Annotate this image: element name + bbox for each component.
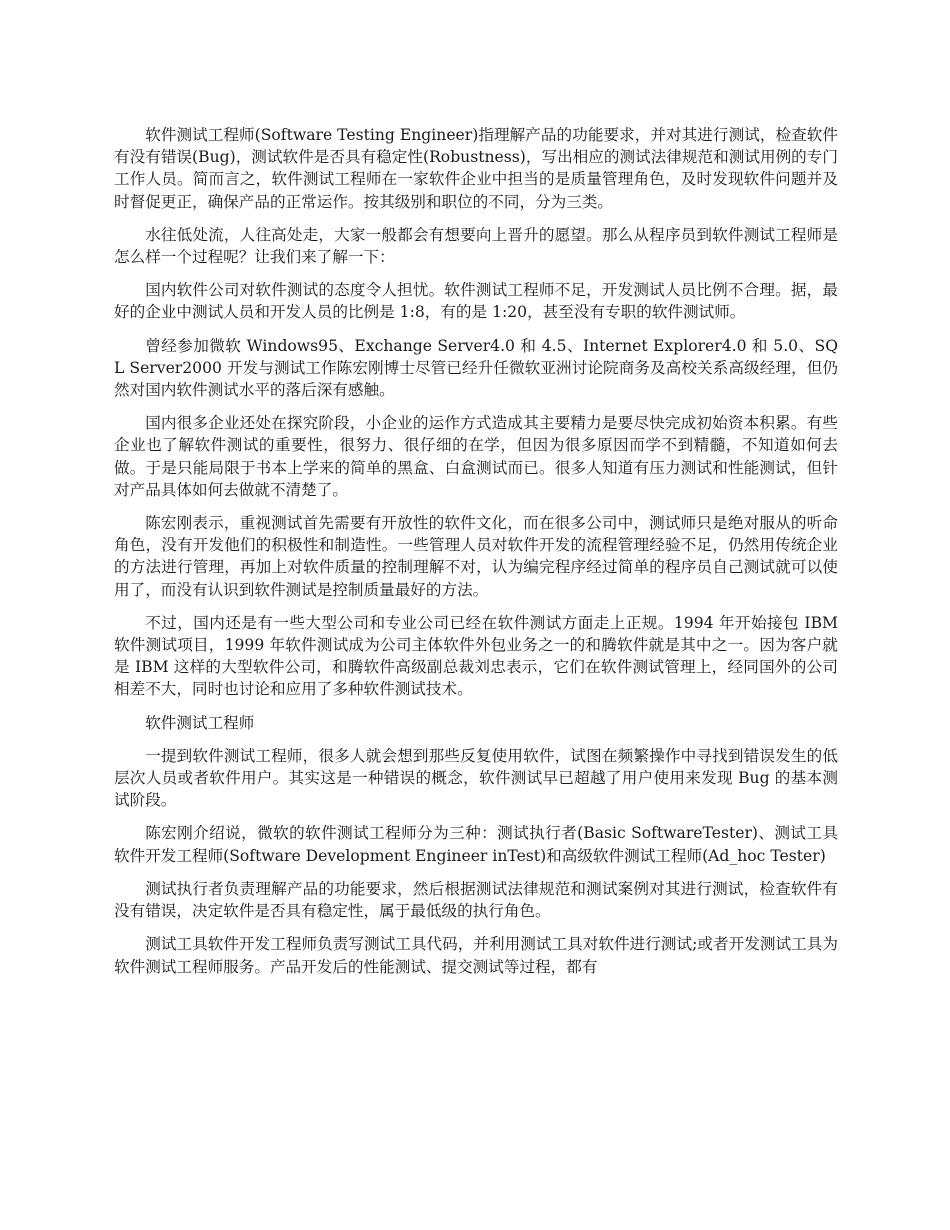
- document-page: [114, 124, 838, 989]
- section-heading: 软件测试工程师: [145, 713, 255, 732]
- paragraph-three-types: 陈宏刚介绍说，微软的软件测试工程师分为三种：测试执行者(Basic SoftwareTester)、测试工具软件开发工程师(Software Development Engineer inTest)和高级软件测试工程师(Ad_hoc Tester): [114, 824, 838, 865]
- paragraph-formal-companies: 不过，国内还是有一些大型公司和专业公司已经在软件测试方面走上正规。1994 年开始接包 IBM 软件测试项目，1999 年软件测试成为公司主体软件外包业务之一的和腾软件就是其中之一。因为客户就是 IBM 这样的大型软件公司，和腾软件高级副总裁刘忠表示，它们在软件测试管理上，经同国外的公司相差不大，同时也讨论和应用了多种软件测试技术。: [114, 613, 838, 699]
- paragraph-tool-developer: 测试工具软件开发工程师负责写测试工具代码，并利用测试工具对软件进行测试;或者开发测试工具为软件测试工程师服务。产品开发后的性能测试、提交测试等过程，都有: [114, 935, 838, 976]
- paragraph-exploration-stage: 国内很多企业还处在探究阶段，小企业的运作方式造成其主要精力是要尽快完成初始资本积累。有些企业也了解软件测试的重要性，很努力、很仔细的在学，但因为很多原因而学不到精髓，不知道如何去做。于是只能局限于书本上学来的简单的黑盒、白盒测试而已。很多人知道有压力测试和性能测试，但针对产品具体如何去做就不清楚了。: [114, 414, 838, 499]
- paragraph-open-culture: 陈宏刚表示，重视测试首先需要有开放性的软件文化，而在很多公司中，测试师只是绝对服从的听命角色，没有开发他们的积极性和制造性。一些管理人员对软件开发的流程管理经验不足，仍然用传统企业的方法进行管理，再加上对软件质量的控制理解不对，认为编完程序经过简单的程序员自己测试就可以使用了，而没有认识到软件测试是控制质量最好的方法。: [114, 514, 838, 599]
- paragraph-test-executor: 测试执行者负责理解产品的功能要求，然后根据测试法律规范和测试案例对其进行测试，检查软件有没有错误，决定软件是否具有稳定性，属于最低级的执行角色。: [114, 879, 838, 921]
- paragraph-chen-experience: 曾经参加微软 Windows95、Exchange Server4.0 和 4.5、Internet Explorer4.0 和 5.0、SQL Server2000 开发与测试工作陈宏刚博士尽管已经升任微软亚洲讨论院商务及高校关系高级经理，但仍然对国内软件测试水平的落后深有感触。: [114, 336, 838, 400]
- paragraph-career-path: 水往低处流，人往高处走，大家一般都会有想要向上晋升的愿望。那么从程序员到软件测试工程师是怎么样一个过程呢？让我们来了解一下：: [114, 225, 838, 267]
- paragraph-intro: 软件测试工程师(Software Testing Engineer)指理解产品的功能要求，并对其进行测试，检查软件有没有错误(Bug)，测试软件是否具有稳定性(Robustness)，写出相应的测试法律规范和测试用例的专门工作人员。简而言之，软件测试工程师在一家软件企业中担当的是质量管理角色，及时发现软件问题并及时督促更正，确保产品的正常运作。按其级别和职位的不同，分为三类。: [114, 126, 838, 211]
- paragraph-misconception: 一提到软件测试工程师，很多人就会想到那些反复使用软件，试图在频繁操作中寻找到错误发生的低层次人员或者软件用户。其实这是一种错误的概念，软件测试早已超越了用户使用来发现 Bug 的基本测试阶段。: [114, 746, 838, 810]
- paragraph-domestic-attitude: 国内软件公司对软件测试的态度令人担忧。软件测试工程师不足，开发测试人员比例不合理。据，最好的企业中测试人员和开发人员的比例是 1:8，有的是 1:20，甚至没有专职的软件测试师。: [114, 281, 838, 322]
